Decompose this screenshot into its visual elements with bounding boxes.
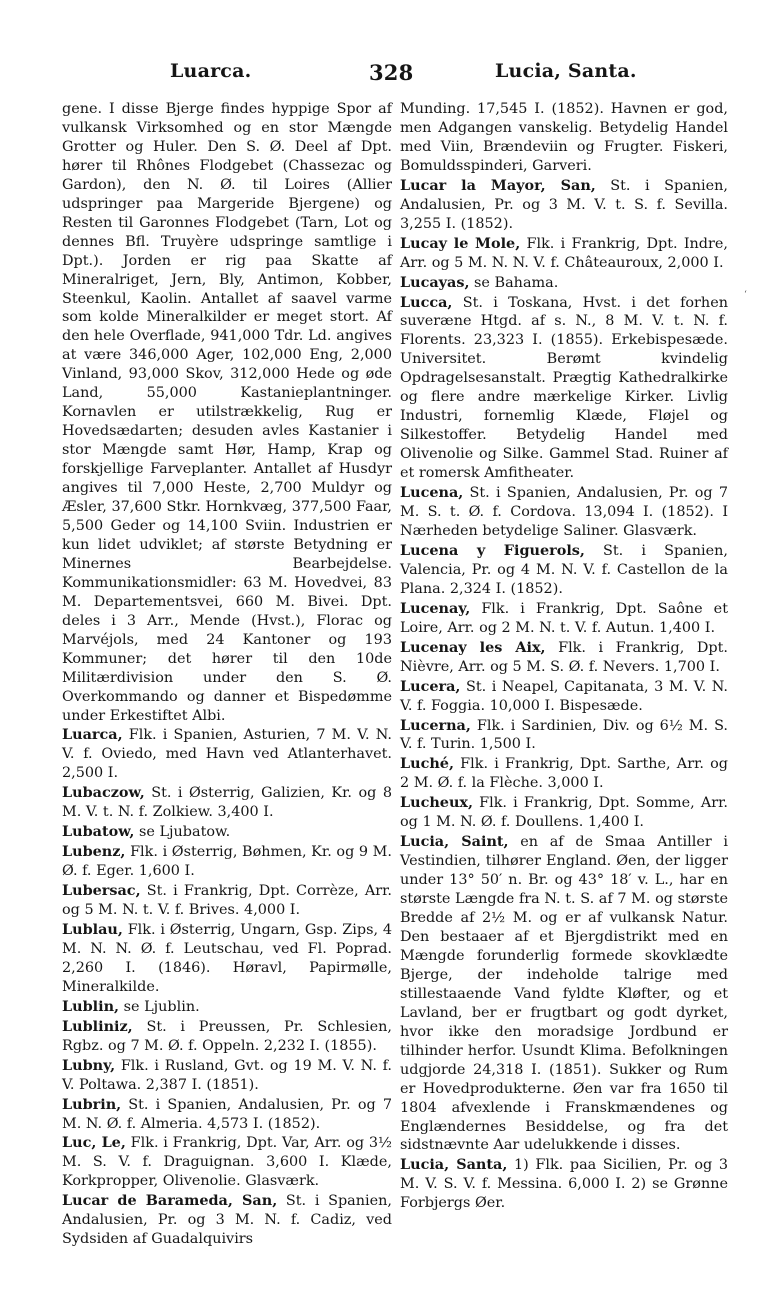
dictionary-entry xyxy=(400,794,728,832)
entry-headword: Lubliniz, xyxy=(62,1017,133,1035)
dictionary-entry xyxy=(400,235,728,273)
margin-mark: ‘ xyxy=(744,290,747,300)
entry-headword: Luarca, xyxy=(62,726,123,744)
dictionary-entry xyxy=(400,294,728,484)
dictionary-entry xyxy=(400,755,728,793)
entry-text: St. i Toskana, Hvst. i det forhen suveræne Htgd. af s. N., 8 M. V. t. N. f. Florents. 23,323 I. (1855). Erkebispesæde. Universitet. Berømt kvindelig Opdragelsesanstalt. Prægtig Kathedralkirke og flere andre mærkelige Kirker. Livlig Industri, fornemlig Klæde, Fløjel og Silkestoffer. Betydelig Handel med Olivenolie og Silke. Gammel Stad. Ruiner af et romersk Amfitheater. xyxy=(400,294,728,482)
dictionary-entry xyxy=(62,1192,392,1249)
dictionary-entry xyxy=(62,784,392,822)
dictionary-entry xyxy=(400,484,728,541)
dictionary-entry xyxy=(62,882,392,920)
entry-headword: Lucar de Barameda, San, xyxy=(62,1192,278,1210)
entry-headword: Lucheux, xyxy=(400,794,474,812)
entry-text: se Ljubatow. xyxy=(134,824,231,841)
entry-headword: Lublin, xyxy=(62,997,120,1015)
entry-text: Flk. i Frankrig, Dpt. Var, Arr. og 3½ M. S. V. f. Draguignan. 3,600 I. Klæde, Korkpropper, Olivenolie. Glasværk. xyxy=(62,1135,393,1190)
entry-headword: Lubenz, xyxy=(62,843,126,861)
entry-headword: Lubny, xyxy=(62,1056,116,1074)
entry-headword: Lucayas, xyxy=(400,273,470,291)
entry-text: St. i Spanien, Andalusien, Pr. og 3 M. N. f. Cadiz, ved Sydsiden af Guadalquivirs xyxy=(62,1193,392,1248)
dictionary-entry xyxy=(62,726,392,783)
entry-text: St. i Spanien, Andalusien, Pr. og 7 M. N. Ø. f. Almeria. 4,573 I. (1852). xyxy=(62,1096,392,1132)
right-column xyxy=(400,100,728,1213)
dictionary-entry xyxy=(62,1057,392,1095)
entry-headword: Lucca, xyxy=(400,293,453,311)
entry-text: en af de Smaa Antiller i Vestindien, tilhører England. Øen, der ligger under 13° 50′ n. Br. og 43° 18′ v. L., har en største Længde fra N. t. S. af 7 M. og største Bredde af 2½ M. og er af vulkansk Natur. Den bestaaer af et Bjergdistrikt med en Mængde forunderlig formede skovklædte Bjerge, der indeholde talrige med stillestaaende Vand fyldte Kløfter, og et Lavland, ber er frugtbart og godt dyrket, hvor ikke den moradsige Jordbund er tilhinder herfor. Usundt Klima. Befolkningen udgjorde 24,318 I. (1851). Sukker og Rum er Hovedprodukterne. Øen var fra 1650 til 1804 afvexlende i Franskmændenes og Englændernes Besiddelse, og fra det sidstnævnte Aar udelukkende i disses. xyxy=(400,834,728,1154)
dictionary-entry xyxy=(62,823,392,842)
entry-text: St. i Neapel, Capitanata, 3 M. V. N. V. f. Foggia. 10,000 I. Bispesæde. xyxy=(400,678,728,714)
entry-text: St. i Spanien, Andalusien, Pr. og 3 M. V. t. S. f. Sevilla. 3,255 I. (1852). xyxy=(400,177,728,232)
entry-text: se Ljublin. xyxy=(119,998,200,1015)
entry-headword: Lucera, xyxy=(400,677,461,695)
entry-text: Flk. i Sardinien, Div. og 6½ M. S. V. f. Turin. 1,500 I. xyxy=(400,717,728,753)
entry-headword: Lucenay les Aix, xyxy=(400,638,546,656)
entry-headword: Lublau, xyxy=(62,920,123,938)
entry-headword: Lucay le Mole, xyxy=(400,234,521,252)
entry-headword: Luc, Le, xyxy=(62,1134,126,1152)
entry-headword: Lucia, Santa, xyxy=(400,1156,508,1174)
dictionary-entry xyxy=(400,274,728,293)
dictionary-entry xyxy=(400,833,728,1155)
entry-text: Flk. i Frankrig, Dpt. Nièvre, Arr. og 5 M. S. Ø. f. Nevers. 1,700 I. xyxy=(400,639,728,675)
header-right-headword: Lucia, Santa. xyxy=(495,60,637,82)
entry-text: St. i Frankrig, Dpt. Corrèze, Arr. og 5 M. N. t. V. f. Brives. 4,000 I. xyxy=(62,883,392,919)
entry-headword: Lucar la Mayor, San, xyxy=(400,176,596,194)
entry-headword: Lubaczow, xyxy=(62,784,145,802)
entry-text: Flk. i Østerrig, Bøhmen, Kr. og 9 M. Ø. f. Eger. 1,600 I. xyxy=(62,844,392,880)
entry-headword: Lucenay, xyxy=(400,599,471,617)
entry-headword: Lubersac, xyxy=(62,882,141,900)
header-left-headword: Luarca. xyxy=(170,60,252,82)
dictionary-entry xyxy=(400,100,728,176)
running-header xyxy=(0,60,760,94)
dictionary-entry xyxy=(62,100,392,725)
entry-text: Flk. i Spanien, Asturien, 7 M. V. N. V. f. Oviedo, med Havn ved Atlanterhavet. 2,500 I. xyxy=(62,727,392,782)
entry-text: Flk. i Frankrig, Dpt. Saône et Loire, Arr. og 2 M. N. t. V. f. Autun. 1,400 I. xyxy=(400,600,728,636)
dictionary-entry xyxy=(400,600,728,638)
entry-text: Flk. i Rusland, Gvt. og 19 M. V. N. f. V. Poltawa. 2,387 I. (1851). xyxy=(62,1057,392,1093)
left-column xyxy=(62,100,392,1249)
entry-headword: Luché, xyxy=(400,755,454,773)
dictionary-entry xyxy=(400,542,728,599)
dictionary-entry xyxy=(62,921,392,997)
dictionary-entry xyxy=(400,717,728,755)
entry-headword: Lucena y Figuerols, xyxy=(400,541,585,559)
entry-text: St. i Spanien, Andalusien, Pr. og 7 M. S. t. Ø. f. Cordova. 13,094 I. (1852). I Nærheden betydelige Saliner. Glasværk. xyxy=(400,485,728,539)
entry-headword: Lucerna, xyxy=(400,716,471,734)
entry-headword: Lubatow, xyxy=(62,823,135,841)
entry-text: se Bahama. xyxy=(469,274,559,291)
dictionary-entry xyxy=(62,1134,392,1191)
dictionary-entry xyxy=(62,843,392,881)
dictionary-entry xyxy=(400,177,728,234)
entry-headword: Lucena, xyxy=(400,484,464,502)
entry-headword: Lubrin, xyxy=(62,1095,122,1113)
dictionary-entry xyxy=(400,639,728,677)
entry-text: Flk. i Frankrig, Dpt. Somme, Arr. og 1 M. N. Ø. f. Doullens. 1,400 I. xyxy=(400,795,728,831)
entry-text: Munding. 17,545 I. (1852). Havnen er god, men Adgangen vanskelig. Betydelig Handel med Viin, Brændeviin og Frugter. Fiskeri, Bomuldsspinderi, Garveri. xyxy=(400,101,728,174)
dictionary-entry xyxy=(400,1156,728,1213)
dictionary-entry xyxy=(62,1096,392,1134)
entry-text: gene. I disse Bjerge findes hyppige Spor af vulkansk Virksomhed og en stor Mængde Grotter og Huler. Den S. Ø. Deel af Dpt. hører til Rhônes Flodgebet (Chassezac og Gardon), den N. Ø. til Loires (Allier udspringer paa Margeride Bjergene) og Resten til Garonnes Flodgebet (Tarn, Lot og dennes Bfl. Truyère udspringe samtlige i Dpt.). Jorden er rig paa Skatte af Mineralriget, Jern, Bly, Antimon, Kobber, Steenkul, Kaolin. Antallet af saavel varme som kolde Mineralkilder er meget stort. Af den hele Overflade, 941,000 Tdr. Ld. angives at være 346,000 Ager, 102,000 Eng, 2,000 Vinland, 93,000 Skov, 312,000 Hede og øde Land, 55,000 Kastanieplantninger. Kornavlen er utilstrækkelig, Rug er Hovedsædarten; desuden avles Kastanier i stor Mængde samt Hør, Hamp, Krap og forskjellige Farveplanter. Antallet af Husdyr angives til 7,000 Heste, 2,700 Muldyr og Æsler, 37,600 Stkr. Hornkvæg, 377,500 Faar, 5,500 Geder og 14,100 Sviin. Industrien er kun lidet udviklet; af største Betydning er Minernes Bearbejdelse. Kommunikationsmidler: 63 M. Hovedvei, 83 M. Departementsvei, 660 M. Bivei. Dpt. deles i 3 Arr., Mende (Hvst.), Florac og Marvéjols, med 24 Kantoner og 193 Kommuner; det hører til den 10de Militærdivision under den S. Ø. Overkommando og danner et Bispedømme under Erkestiftet Albi. xyxy=(62,101,392,724)
entry-text: Flk. i Østerrig, Ungarn, Gsp. Zips, 4 M. N. N. Ø. f. Leutschau, ved Fl. Poprad. 2,260 I. (1846). Høravl, Papirmølle, Mineralkilde. xyxy=(62,921,392,995)
entry-text: St. i Preussen, Pr. Schlesien, Rgbz. og 7 M. Ø. f. Oppeln. 2,232 I. (1855). xyxy=(62,1018,392,1054)
dictionary-entry xyxy=(62,998,392,1017)
entry-text: Flk. i Frankrig, Dpt. Sarthe, Arr. og 2 M. Ø. f. la Flèche. 3,000 I. xyxy=(400,756,728,792)
entry-headword: Lucia, Saint, xyxy=(400,833,509,851)
entry-text: St. i Spanien, Valencia, Pr. og 4 M. N. V. f. Castellon de la Plana. 2,324 I. (1852). xyxy=(400,542,728,597)
page-number: 328 xyxy=(369,60,414,85)
dictionary-entry xyxy=(62,1018,392,1056)
entry-text: St. i Østerrig, Galizien, Kr. og 8 M. V. t. N. f. Zolkiew. 3,400 I. xyxy=(62,785,392,821)
dictionary-entry xyxy=(400,678,728,716)
entry-text: 1) Flk. paa Sicilien, Pr. og 3 M. V. S. V. f. Messina. 6,000 I. 2) se Grønne Forbjergs Øer. xyxy=(400,1157,728,1212)
entry-text: Flk. i Frankrig, Dpt. Indre, Arr. og 5 M. N. N. V. f. Châteauroux, 2,000 I. xyxy=(400,235,728,271)
